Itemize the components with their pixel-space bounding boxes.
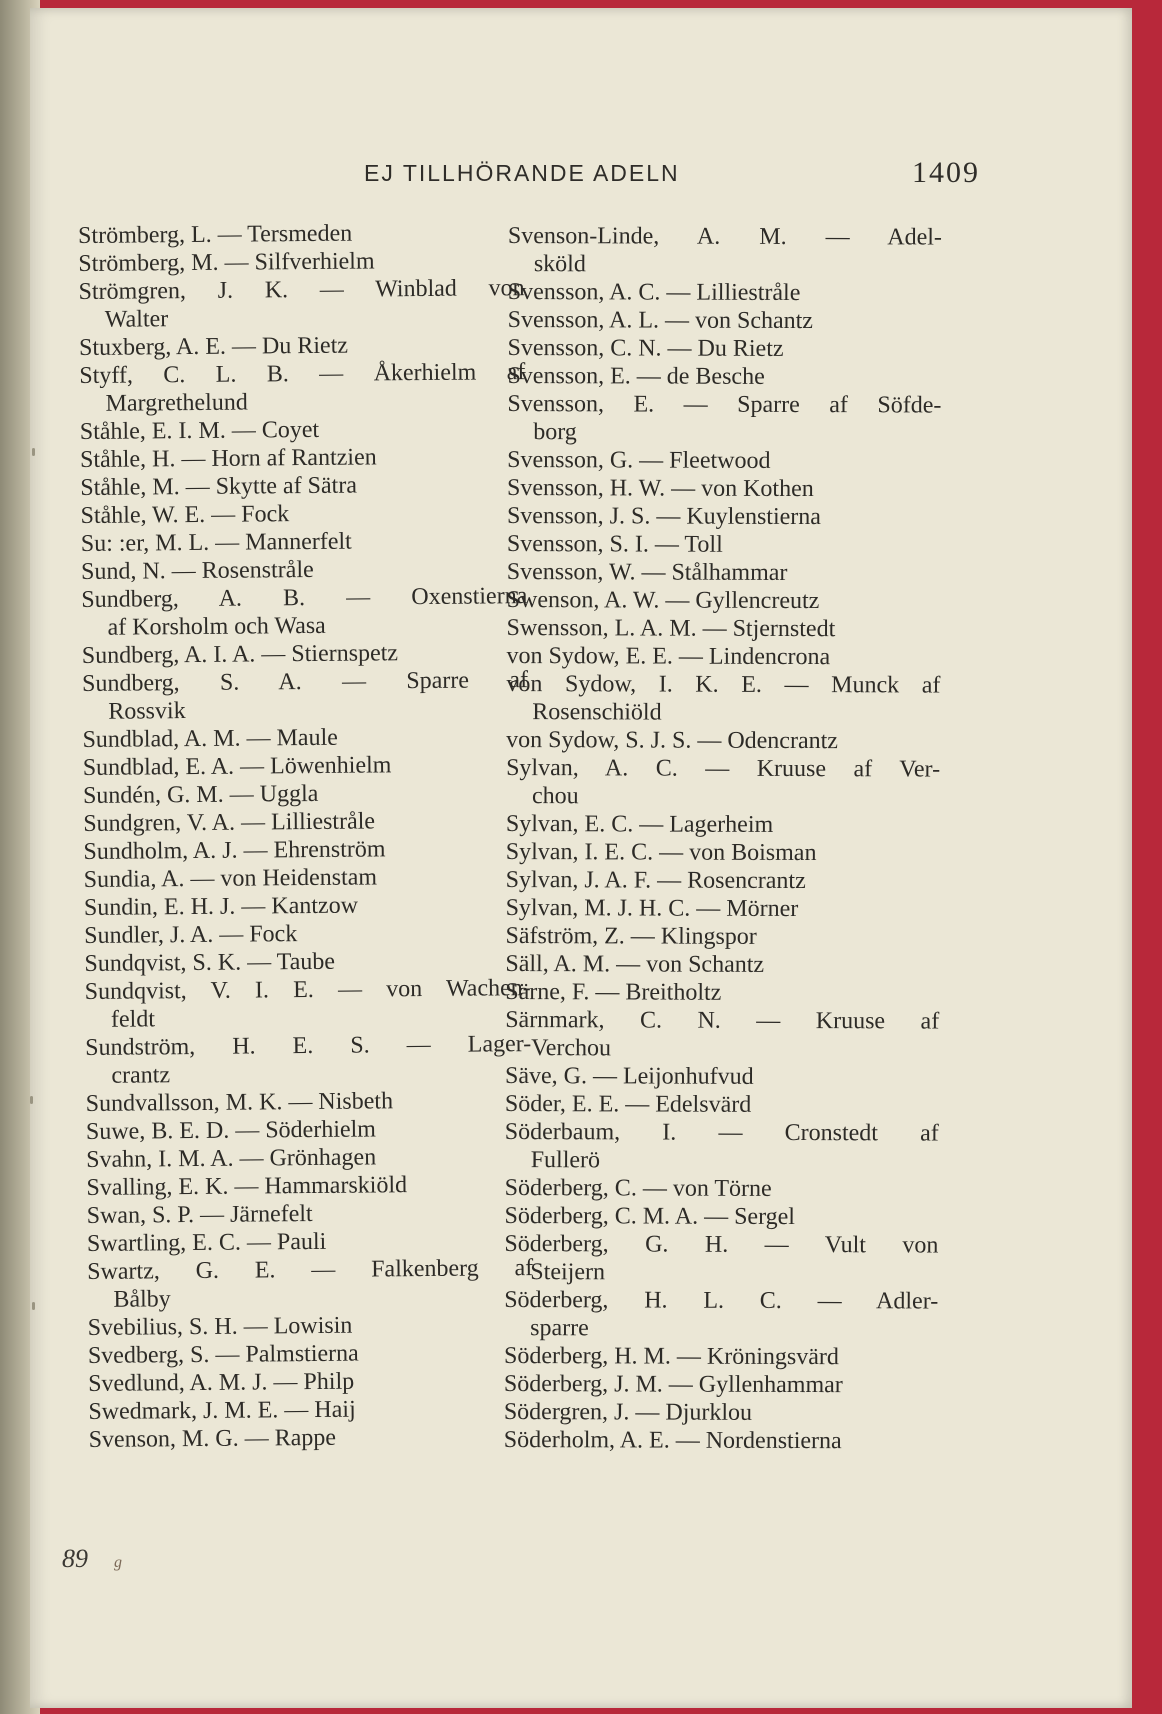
entry-line: Säve, G. — Leijonhufvud xyxy=(504,1062,754,1090)
index-entry xyxy=(507,362,941,392)
index-entry xyxy=(506,838,940,868)
index-entry xyxy=(83,750,529,782)
entry-line: Svensson, A. L. — von Schantz xyxy=(507,306,814,335)
index-entry xyxy=(88,1366,534,1398)
entry-line: Sundia, A. — von Heidenstam xyxy=(83,864,378,893)
signature-mark: 89 xyxy=(62,1544,88,1573)
entry-continuation: Verchou xyxy=(531,1035,612,1062)
entry-line: Swensson, L. A. M. — Stjernstedt xyxy=(506,614,836,643)
entry-line: Sundblad, A. M. — Maule xyxy=(82,724,338,753)
entry-line: Sundblad, E. A. — Löwenhielm xyxy=(82,752,392,781)
entry-line: Svensson, G. — Fleetwood xyxy=(507,446,771,474)
entry-line: Sylvan, M. J. H. C. — Mörner xyxy=(505,894,799,923)
entry-continuation: borg xyxy=(533,419,577,446)
entry-line: Sylvan, A. C. — Kruuse af Ver- xyxy=(506,754,941,783)
entry-line: Svenson, M. G. — Rappe xyxy=(88,1424,337,1453)
index-entry xyxy=(507,558,941,588)
entry-line: Säfström, Z. — Klingspor xyxy=(505,922,757,950)
entry-continuation: Rosenschiöld xyxy=(532,699,662,726)
entry-line: Sundberg, S. A. — Sparre af xyxy=(81,667,529,697)
index-entry xyxy=(87,1254,533,1314)
entry-line: Swartz, G. E. — Falkenberg af xyxy=(87,1255,534,1285)
entry-line: Ståhle, E. I. M. — Coyet xyxy=(79,416,320,445)
index-entry xyxy=(506,670,940,728)
entry-line: Sund, N. — Rosenstråle xyxy=(80,556,314,585)
entry-continuation: Fullerö xyxy=(530,1147,601,1174)
index-entry xyxy=(506,810,940,840)
entry-line: Södergren, J. — Djurklou xyxy=(503,1398,753,1426)
entry-continuation: Steijern xyxy=(530,1259,606,1286)
entry-line: Svensson, S. I. — Toll xyxy=(506,530,723,558)
book-page xyxy=(30,8,1132,1708)
entry-line: Sundler, J. A. — Fock xyxy=(84,921,298,949)
entry-line: Ståhle, W. E. — Fock xyxy=(80,501,290,529)
index-entry xyxy=(505,1062,939,1092)
entry-line: Stuxberg, A. E. — Du Rietz xyxy=(78,332,349,361)
index-entry xyxy=(84,890,530,922)
entry-continuation: af Korsholm och Wasa xyxy=(107,612,326,641)
index-entry xyxy=(504,1202,938,1232)
index-entry xyxy=(504,1342,938,1372)
entry-line: Strömgren, J. K. — Winblad von xyxy=(78,275,525,305)
index-entry xyxy=(504,1286,938,1344)
index-entry xyxy=(80,470,526,502)
index-entry xyxy=(87,1226,533,1258)
entry-line: Svahn, I. M. A. — Grönhagen xyxy=(86,1144,377,1173)
index-entry xyxy=(504,1370,938,1400)
index-entry xyxy=(505,922,939,952)
entry-line: Swartling, E. C. — Pauli xyxy=(86,1228,327,1257)
entry-continuation: chou xyxy=(531,783,579,810)
entry-continuation: sparre xyxy=(530,1315,589,1342)
index-entry xyxy=(84,918,530,950)
entry-line: Suwe, B. E. D. — Söderhielm xyxy=(85,1116,377,1145)
entry-line: Sundqvist, V. I. E. — von Wachen- xyxy=(84,975,531,1005)
entry-continuation: Margrethelund xyxy=(105,389,248,417)
entry-line: Svalling, E. K. — Hammarskiöld xyxy=(86,1172,408,1201)
index-entry xyxy=(85,1030,531,1090)
index-entry xyxy=(80,498,526,530)
entry-line: Swenson, A. W. — Gyllencreutz xyxy=(506,586,820,615)
index-entry xyxy=(505,1118,939,1176)
entry-line: Svensson, E. — Sparre af Söfde- xyxy=(507,390,942,419)
index-entry xyxy=(83,806,529,838)
entry-continuation: Bålby xyxy=(113,1286,171,1313)
index-entry xyxy=(89,1422,535,1454)
entry-line: Söder, E. E. — Edelsvärd xyxy=(504,1090,752,1118)
index-entry xyxy=(86,1086,532,1118)
entry-line: Sundström, H. E. S. — Lager- xyxy=(85,1031,532,1061)
index-entry xyxy=(88,1394,534,1426)
index-entry xyxy=(85,974,531,1034)
index-entry xyxy=(505,1174,939,1204)
entry-line: Svedberg, S. — Palmstierna xyxy=(87,1340,359,1369)
entry-line: Sundqvist, S. K. — Taube xyxy=(84,948,336,977)
entry-line: Strömberg, L. — Tersmeden xyxy=(78,220,353,249)
index-entry xyxy=(508,306,942,336)
entry-line: von Sydow, E. E. — Lindencrona xyxy=(506,642,831,671)
entry-line: Su: :er, M. L. — Mannerfelt xyxy=(80,528,352,557)
index-entry xyxy=(87,1198,533,1230)
entry-line: Sundén, G. M. — Uggla xyxy=(82,780,319,809)
edge-speck xyxy=(32,448,35,456)
index-entry xyxy=(80,442,526,474)
entry-line: Svensson, A. C. — Lilliestråle xyxy=(507,278,801,307)
entry-continuation: Walter xyxy=(104,306,169,333)
index-entry xyxy=(506,642,940,672)
entry-line: Sundvallsson, M. K. — Nisbeth xyxy=(85,1088,394,1117)
index-entry xyxy=(507,586,941,616)
entry-line: Svensson, W. — Stålhammar xyxy=(506,558,788,586)
index-entry xyxy=(504,1426,938,1456)
entry-line: Söderberg, G. H. — Vult von xyxy=(504,1230,939,1259)
entry-line: Svensson, C. N. — Du Rietz xyxy=(507,334,784,362)
index-entry xyxy=(84,946,530,978)
entry-line: Söderberg, C. M. A. — Sergel xyxy=(504,1202,796,1231)
entry-line: Svensson, E. — de Besche xyxy=(507,362,765,390)
index-entry xyxy=(507,530,941,560)
entry-line: Strömberg, M. — Silfverhielm xyxy=(78,248,375,277)
index-entry xyxy=(508,222,942,280)
index-entry xyxy=(505,1006,939,1064)
index-entry xyxy=(78,218,524,250)
index-entry xyxy=(78,246,524,278)
index-entry xyxy=(506,866,940,896)
index-entry xyxy=(506,754,940,812)
entry-line: von Sydow, S. J. S. — Odencrantz xyxy=(506,726,839,755)
left-column xyxy=(78,218,535,1454)
entry-continuation: feldt xyxy=(110,1006,156,1033)
entry-line: Svedlund, A. M. J. — Philp xyxy=(88,1368,355,1397)
entry-line: Söderberg, H. L. C. — Adler- xyxy=(504,1286,939,1315)
index-entry xyxy=(508,334,942,364)
index-entry xyxy=(88,1310,534,1342)
index-entry xyxy=(82,722,528,754)
edge-speck xyxy=(30,1096,33,1104)
index-entry xyxy=(86,1142,532,1174)
index-entry xyxy=(506,726,940,756)
entry-continuation: Rossvik xyxy=(108,698,186,725)
page-number: 1409 xyxy=(912,156,980,189)
index-entry xyxy=(507,502,941,532)
index-entry xyxy=(79,358,525,418)
index-entry xyxy=(81,526,527,558)
index-entry xyxy=(82,638,528,670)
entry-line: Svensson, J. S. — Kuylenstierna xyxy=(506,502,822,531)
entry-line: Söderberg, H. M. — Kröningsvärd xyxy=(503,1342,839,1371)
entry-continuation: crantz xyxy=(111,1062,171,1089)
index-entry xyxy=(88,1338,534,1370)
entry-continuation: sköld xyxy=(533,251,586,278)
entry-line: Säll, A. M. — von Schantz xyxy=(505,950,765,978)
pencil-mark: g xyxy=(114,1554,122,1571)
index-entry xyxy=(83,834,529,866)
index-entry xyxy=(507,474,941,504)
index-entry xyxy=(78,274,524,334)
entry-line: Sundin, E. H. J. — Kantzow xyxy=(83,892,359,921)
index-entry xyxy=(86,1114,532,1146)
index-entry xyxy=(508,278,942,308)
entry-line: Swan, S. P. — Järnefelt xyxy=(86,1200,313,1229)
entry-line: Söderberg, J. M. — Gyllenhammar xyxy=(503,1370,843,1399)
index-entry xyxy=(81,582,527,642)
index-entry xyxy=(505,978,939,1008)
entry-line: Ståhle, H. — Horn af Rantzien xyxy=(79,444,377,473)
entry-line: Sylvan, E. C. — Lagerheim xyxy=(505,810,774,838)
index-entry xyxy=(83,778,529,810)
index-entry xyxy=(504,1230,938,1288)
entry-line: Söderberg, C. — von Törne xyxy=(504,1174,772,1202)
index-entry xyxy=(81,554,527,586)
entry-line: Sundgren, V. A. — Lilliestråle xyxy=(83,808,376,837)
entry-line: Särnmark, C. N. — Kruuse af xyxy=(505,1006,940,1035)
index-entry xyxy=(506,894,940,924)
entry-line: von Sydow, I. K. E. — Munck af xyxy=(506,670,941,699)
entry-line: Styff, C. L. B. — Åkerhielm af xyxy=(79,359,526,389)
index-entry xyxy=(504,1398,938,1428)
entry-line: Sundberg, A. B. — Oxenstierna xyxy=(81,583,528,613)
index-entry xyxy=(505,1090,939,1120)
index-entry xyxy=(80,414,526,446)
index-entry xyxy=(82,666,528,726)
index-entry xyxy=(507,614,941,644)
entry-line: Swedmark, J. M. E. — Haij xyxy=(88,1396,356,1425)
entry-line: Söderbaum, I. — Cronstedt af xyxy=(504,1118,939,1147)
entry-line: Svebilius, S. H. — Lowisin xyxy=(87,1312,353,1341)
right-column xyxy=(504,222,942,1456)
entry-line: Sundberg, A. I. A. — Stiernspetz xyxy=(81,640,399,669)
index-entry xyxy=(79,330,525,362)
entry-line: Sundholm, A. J. — Ehrenström xyxy=(83,836,386,865)
entry-line: Särne, F. — Breitholtz xyxy=(505,978,722,1006)
entry-line: Sylvan, J. A. F. — Rosencrantz xyxy=(505,866,806,895)
index-entry xyxy=(507,390,941,448)
entry-line: Svensson, H. W. — von Kothen xyxy=(507,474,814,503)
page-header xyxy=(30,156,1132,196)
edge-speck xyxy=(32,1302,35,1310)
running-title: EJ TILLHÖRANDE ADELN xyxy=(364,160,680,186)
entry-line: Söderholm, A. E. — Nordenstierna xyxy=(503,1426,842,1455)
index-entry xyxy=(507,446,941,476)
index-entry xyxy=(86,1170,532,1202)
entry-line: Sylvan, I. E. C. — von Boisman xyxy=(505,838,817,867)
index-entry xyxy=(505,950,939,980)
entry-line: Svenson-Linde, A. M. — Adel- xyxy=(507,223,942,251)
index-entry xyxy=(84,862,530,894)
entry-line: Ståhle, M. — Skytte af Sätra xyxy=(80,472,358,501)
